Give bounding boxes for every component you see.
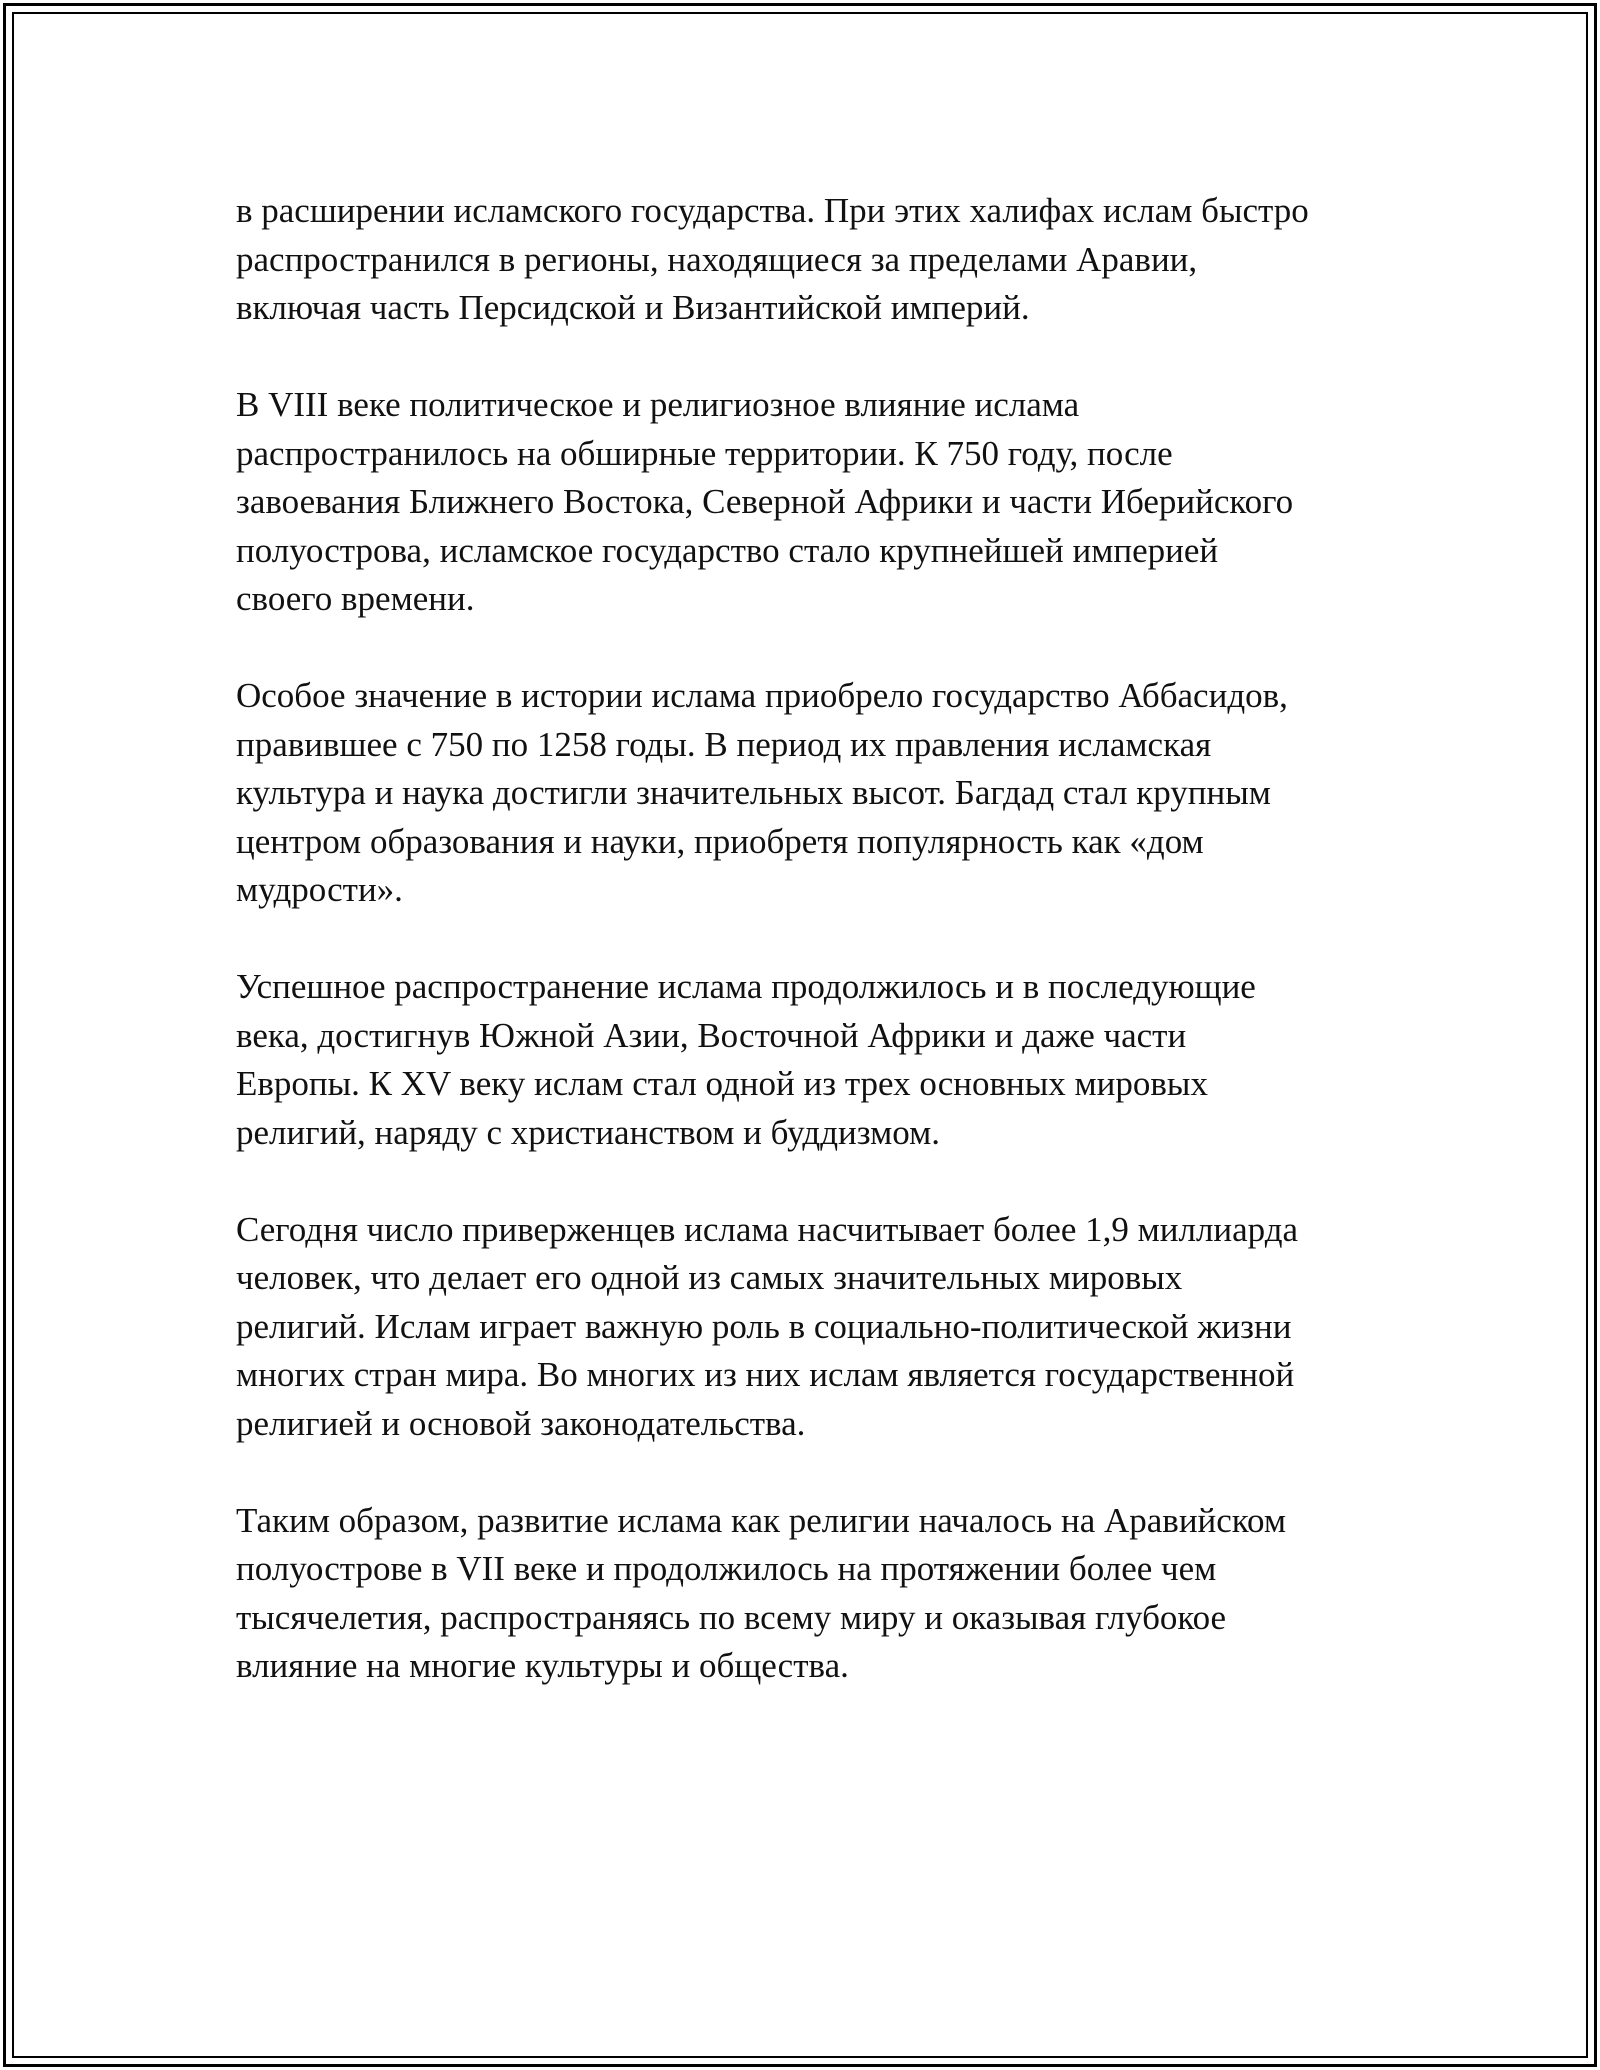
text-line: Европы. К XV веку ислам стал одной из трех основных мировых xyxy=(236,1064,1208,1103)
document-body xyxy=(236,187,1386,1691)
text-line: завоевания Ближнего Востока, Северной Африки и части Иберийского xyxy=(236,482,1294,521)
text-line: тысячелетия, распространяясь по всему миру и оказывая глубокое xyxy=(236,1597,1227,1637)
text-line: правившее с 750 по 1258 годы. В период их правления исламская xyxy=(236,724,1212,764)
text-line: распространился в регионы, находящиеся за пределами Аравии, xyxy=(236,239,1198,279)
text-line: Успешное распространение ислама продолжилось и в последующие xyxy=(236,967,1256,1006)
paragraph-3 xyxy=(236,672,1386,915)
text-line: религий, наряду с христианством и буддизмом. xyxy=(236,1112,940,1152)
paragraph-5 xyxy=(236,1206,1386,1449)
text-line: влияние на многие культуры и общества. xyxy=(236,1646,849,1685)
text-line: в расширении исламского государства. При этих халифах ислам быстро xyxy=(236,191,1309,230)
text-line: многих стран мира. Во многих из них ислам является государственной xyxy=(236,1355,1295,1394)
text-line: включая часть Персидской и Византийской империй. xyxy=(236,288,1030,327)
text-line: Особое значение в истории ислама приобрело государство Аббасидов, xyxy=(236,676,1288,715)
paragraph-2 xyxy=(236,381,1386,624)
text-line: полуострова, исламское государство стало крупнейшей империей xyxy=(236,530,1219,570)
text-line: Таким образом, развитие ислама как религии началось на Аравийском xyxy=(236,1500,1287,1540)
text-line: культура и наука достигли значительных высот. Багдад стал крупным xyxy=(236,773,1271,812)
text-line: В VIII веке политическое и религиозное влияние ислама xyxy=(236,385,1080,424)
text-line: религий. Ислам играет важную роль в социально-политической жизни xyxy=(236,1306,1292,1346)
text-line: центром образования и науки, приобретя популярность как «дом xyxy=(236,821,1204,861)
text-line: века, достигнув Южной Азии, Восточной Африки и даже части xyxy=(236,1015,1187,1055)
text-line: полуострове в VII веке и продолжилось на протяжении более чем xyxy=(236,1549,1217,1588)
paragraph-4 xyxy=(236,963,1386,1157)
paragraph-6 xyxy=(236,1497,1386,1691)
text-line: своего времени. xyxy=(236,579,475,618)
paragraph-1 xyxy=(236,187,1386,333)
text-line: мудрости». xyxy=(236,870,403,909)
text-line: человек, что делает его одной из самых значительных мировых xyxy=(236,1258,1183,1297)
text-line: Сегодня число приверженцев ислама насчитывает более 1,9 миллиарда xyxy=(236,1209,1299,1249)
text-line: религией и основой законодательства. xyxy=(236,1403,806,1443)
text-line: распространилось на обширные территории. К 750 году, после xyxy=(236,433,1173,473)
